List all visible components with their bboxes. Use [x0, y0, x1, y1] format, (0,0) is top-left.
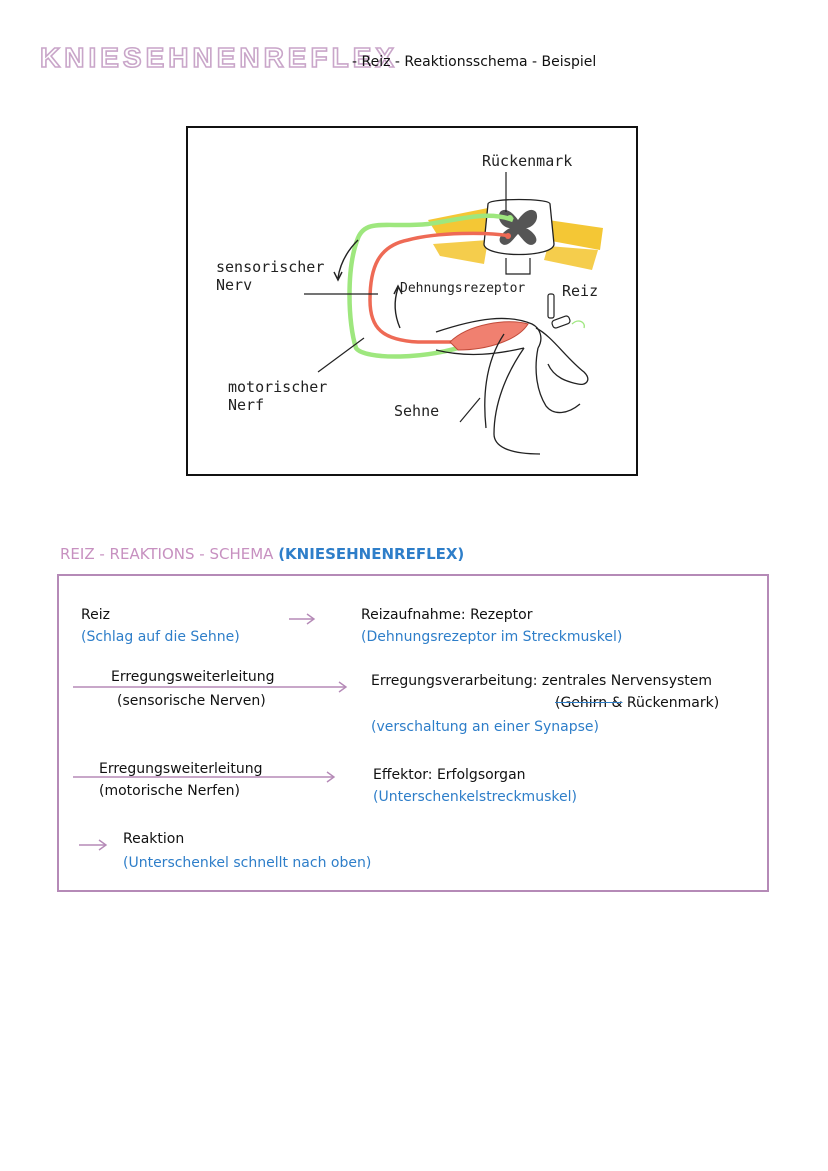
label-tendon: Sehne — [394, 402, 440, 420]
schema-box — [57, 574, 769, 892]
quadriceps-muscle — [450, 322, 528, 350]
schema-conduction-1: Erregungsweiterleitung — [111, 669, 275, 685]
label-motor-nerve — [228, 378, 327, 414]
schema-processing-organs — [555, 694, 719, 712]
spinal-cord — [484, 200, 554, 275]
schema-conduction-1-note: (sensorische Nerven) — [117, 693, 266, 709]
reflex-diagram — [186, 126, 638, 476]
label-motor-nerve-line2: Nerf — [228, 396, 265, 414]
label-stimulus: Reiz — [562, 282, 599, 300]
page-subtitle: - Reiz - Reaktionsschema - Beispiel — [352, 54, 597, 70]
schema-stimulus: Reiz — [81, 607, 110, 623]
label-sensory-nerve-line1: sensorischer — [216, 258, 325, 276]
reflex-illustration — [188, 128, 636, 474]
schema-reaction-note: (Unterschenkel schnellt nach oben) — [123, 855, 372, 871]
schema-conduction-2: Erregungsweiterleitung — [99, 761, 263, 777]
page-title: KNIESEHNENREFLEX — [40, 42, 399, 73]
label-stretch-receptor: Dehnungsrezeptor — [400, 281, 526, 296]
arrow-icon — [287, 612, 317, 626]
schema-effector-note: (Unterschenkelstreckmuskel) — [373, 789, 577, 805]
schema-processing-brain: (Gehirn & — [555, 695, 623, 711]
schema-reception: Reizaufnahme: Rezeptor — [361, 607, 533, 623]
schema-processing: Erregungsverarbeitung: zentrales Nervensystem — [371, 673, 713, 689]
schema-title — [60, 545, 464, 563]
label-sensory-nerve — [216, 258, 324, 294]
schema-conduction-2-note: (motorische Nerfen) — [99, 783, 241, 799]
schema-reception-note: (Dehnungsrezeptor im Streckmuskel) — [361, 629, 623, 645]
label-spinal-cord: Rückenmark — [482, 152, 573, 170]
label-sensory-nerve-line2: Nerv — [216, 276, 253, 294]
schema-title-main: (KNIESEHNENREFLEX) — [278, 545, 465, 563]
schema-reaction: Reaktion — [123, 831, 185, 847]
label-motor-nerve-line1: motorischer — [228, 378, 328, 396]
schema-processing-cord: Rückenmark) — [626, 695, 720, 711]
arrow-icon — [77, 838, 109, 852]
schema-title-prefix: REIZ - REAKTIONS - SCHEMA — [60, 545, 274, 563]
schema-effector: Effektor: Erfolgsorgan — [373, 767, 526, 783]
schema-processing-note: (verschaltung an einer Synapse) — [371, 719, 599, 735]
schema-stimulus-note: (Schlag auf die Sehne) — [81, 629, 240, 645]
